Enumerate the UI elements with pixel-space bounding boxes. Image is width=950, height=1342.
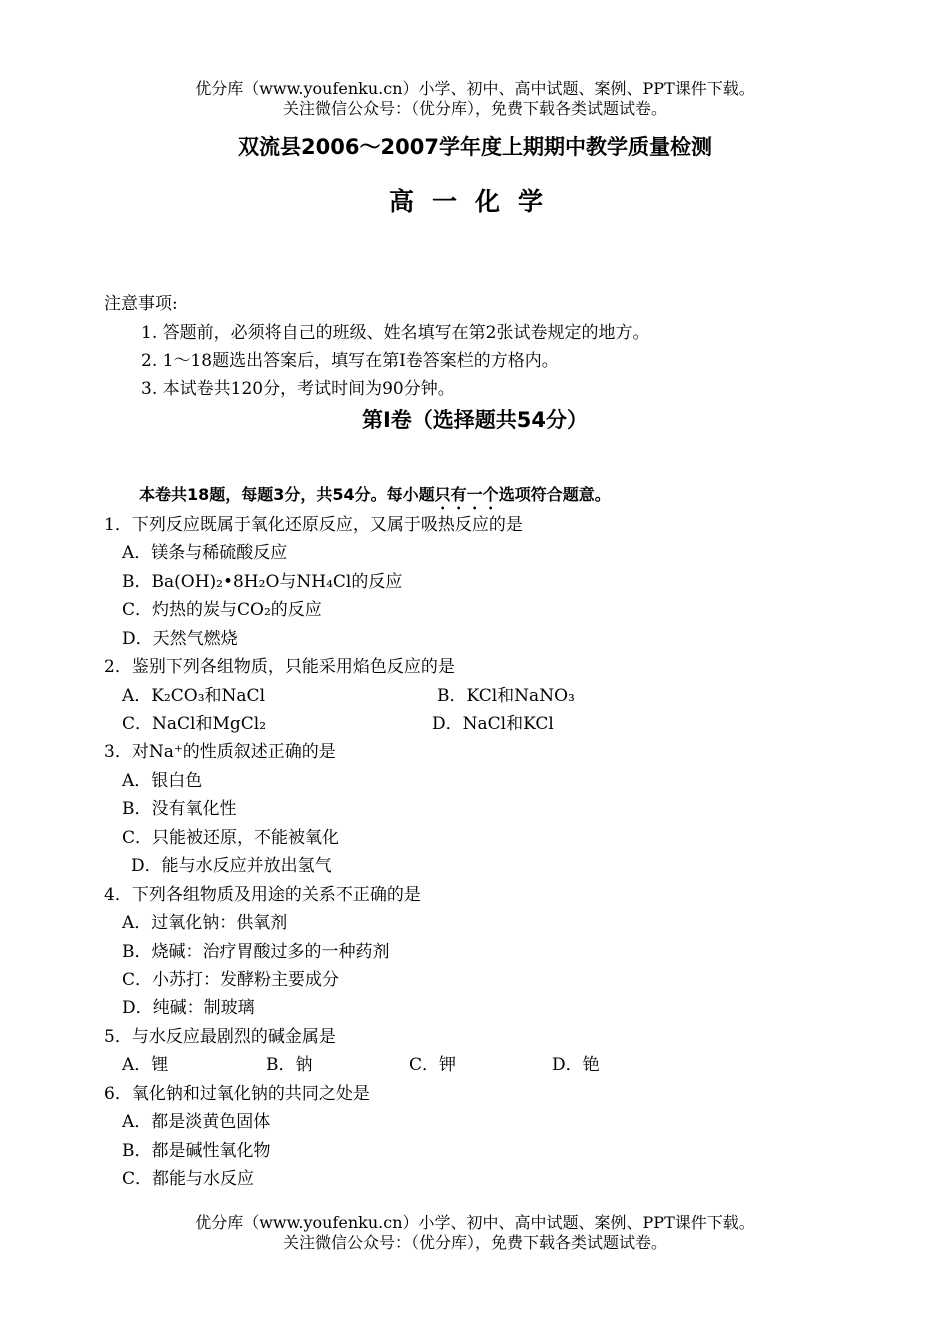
question-option: D．能与水反应并放出氢气	[131, 856, 332, 876]
question-option: A．K₂CO₃和NaCl	[122, 686, 266, 706]
intro-text-b: 选项符合题意。	[498, 485, 611, 504]
question-option: B．KCl和NaNO₃	[437, 686, 575, 706]
question-option: A．过氧化钠：供氧剂	[122, 913, 288, 933]
question-option: C．小苏打：发酵粉主要成分	[122, 970, 340, 990]
subject-title: 高一化学	[388, 187, 561, 216]
question-option: D．NaCl和KCl	[432, 714, 554, 734]
question-option: B．烧碱：治疗胃酸过多的一种药剂	[122, 942, 390, 962]
intro-text-a: 本卷共18题，每题3分，共54分。每小题	[139, 485, 435, 504]
question-option: C．只能被还原，不能被氧化	[122, 828, 340, 848]
question-stem: 1．下列反应既属于氧化还原反应，又属于吸热反应的是	[104, 515, 523, 535]
notes-item: 3. 本试卷共120分，考试时间为90分钟。	[141, 379, 455, 399]
question-option: D．纯碱：制玻璃	[122, 998, 255, 1018]
question-stem: 4．下列各组物质及用途的关系不正确的是	[104, 885, 421, 905]
footer-line-2: 关注微信公众号：（优分库），免费下载各类试题试卷。	[282, 1233, 667, 1252]
question-stem: 2．鉴别下列各组物质，只能采用焰色反应的是	[104, 657, 455, 677]
notes-item: 2. 1～18题选出答案后，填写在第Ⅰ卷答案栏的方格内。	[141, 351, 559, 371]
question-option: A．锂	[122, 1055, 169, 1075]
footer-line-1: 优分库（www.youfenku.cn）小学、初中、高中试题、案例、PPT课件下载。	[195, 1213, 755, 1232]
question-option: B．钠	[266, 1055, 313, 1075]
header-line-1: 优分库（www.youfenku.cn）小学、初中、高中试题、案例、PPT课件下载。	[195, 79, 755, 98]
question-stem: 3．对Na⁺的性质叙述正确的是	[104, 742, 336, 762]
question-option: D．天然气燃烧	[122, 629, 238, 649]
intro-emphasis: 只有一个	[434, 485, 499, 504]
question-option: C．钾	[409, 1055, 457, 1075]
section-intro	[139, 484, 611, 513]
question-option: D．铯	[552, 1055, 600, 1075]
question-option: A．都是淡黄色固体	[122, 1112, 271, 1132]
notes-item: 1. 答题前，必须将自己的班级、姓名填写在第2张试卷规定的地方。	[141, 323, 650, 343]
question-option: B．Ba(OH)₂•8H₂O与NH₄Cl的反应	[122, 572, 403, 592]
question-option: B．没有氧化性	[122, 799, 237, 819]
question-option: C．都能与水反应	[122, 1169, 255, 1189]
question-option: C．NaCl和MgCl₂	[122, 714, 267, 734]
exam-title: 双流县2006～2007学年度上期期中教学质量检测	[238, 135, 712, 159]
question-option: C．灼热的炭与CO₂的反应	[122, 600, 322, 620]
question-option: B．都是碱性氧化物	[122, 1141, 271, 1161]
question-stem: 5．与水反应最剧烈的碱金属是	[104, 1027, 336, 1047]
question-option: A．银白色	[122, 771, 203, 791]
question-stem: 6．氧化钠和过氧化钠的共同之处是	[104, 1084, 370, 1104]
notes-heading: 注意事项:	[104, 294, 178, 314]
header-line-2: 关注微信公众号：（优分库），免费下载各类试题试卷。	[282, 99, 667, 118]
section-title: 第Ⅰ卷（选择题共54分）	[361, 408, 589, 432]
question-option: A．镁条与稀硫酸反应	[122, 543, 288, 563]
